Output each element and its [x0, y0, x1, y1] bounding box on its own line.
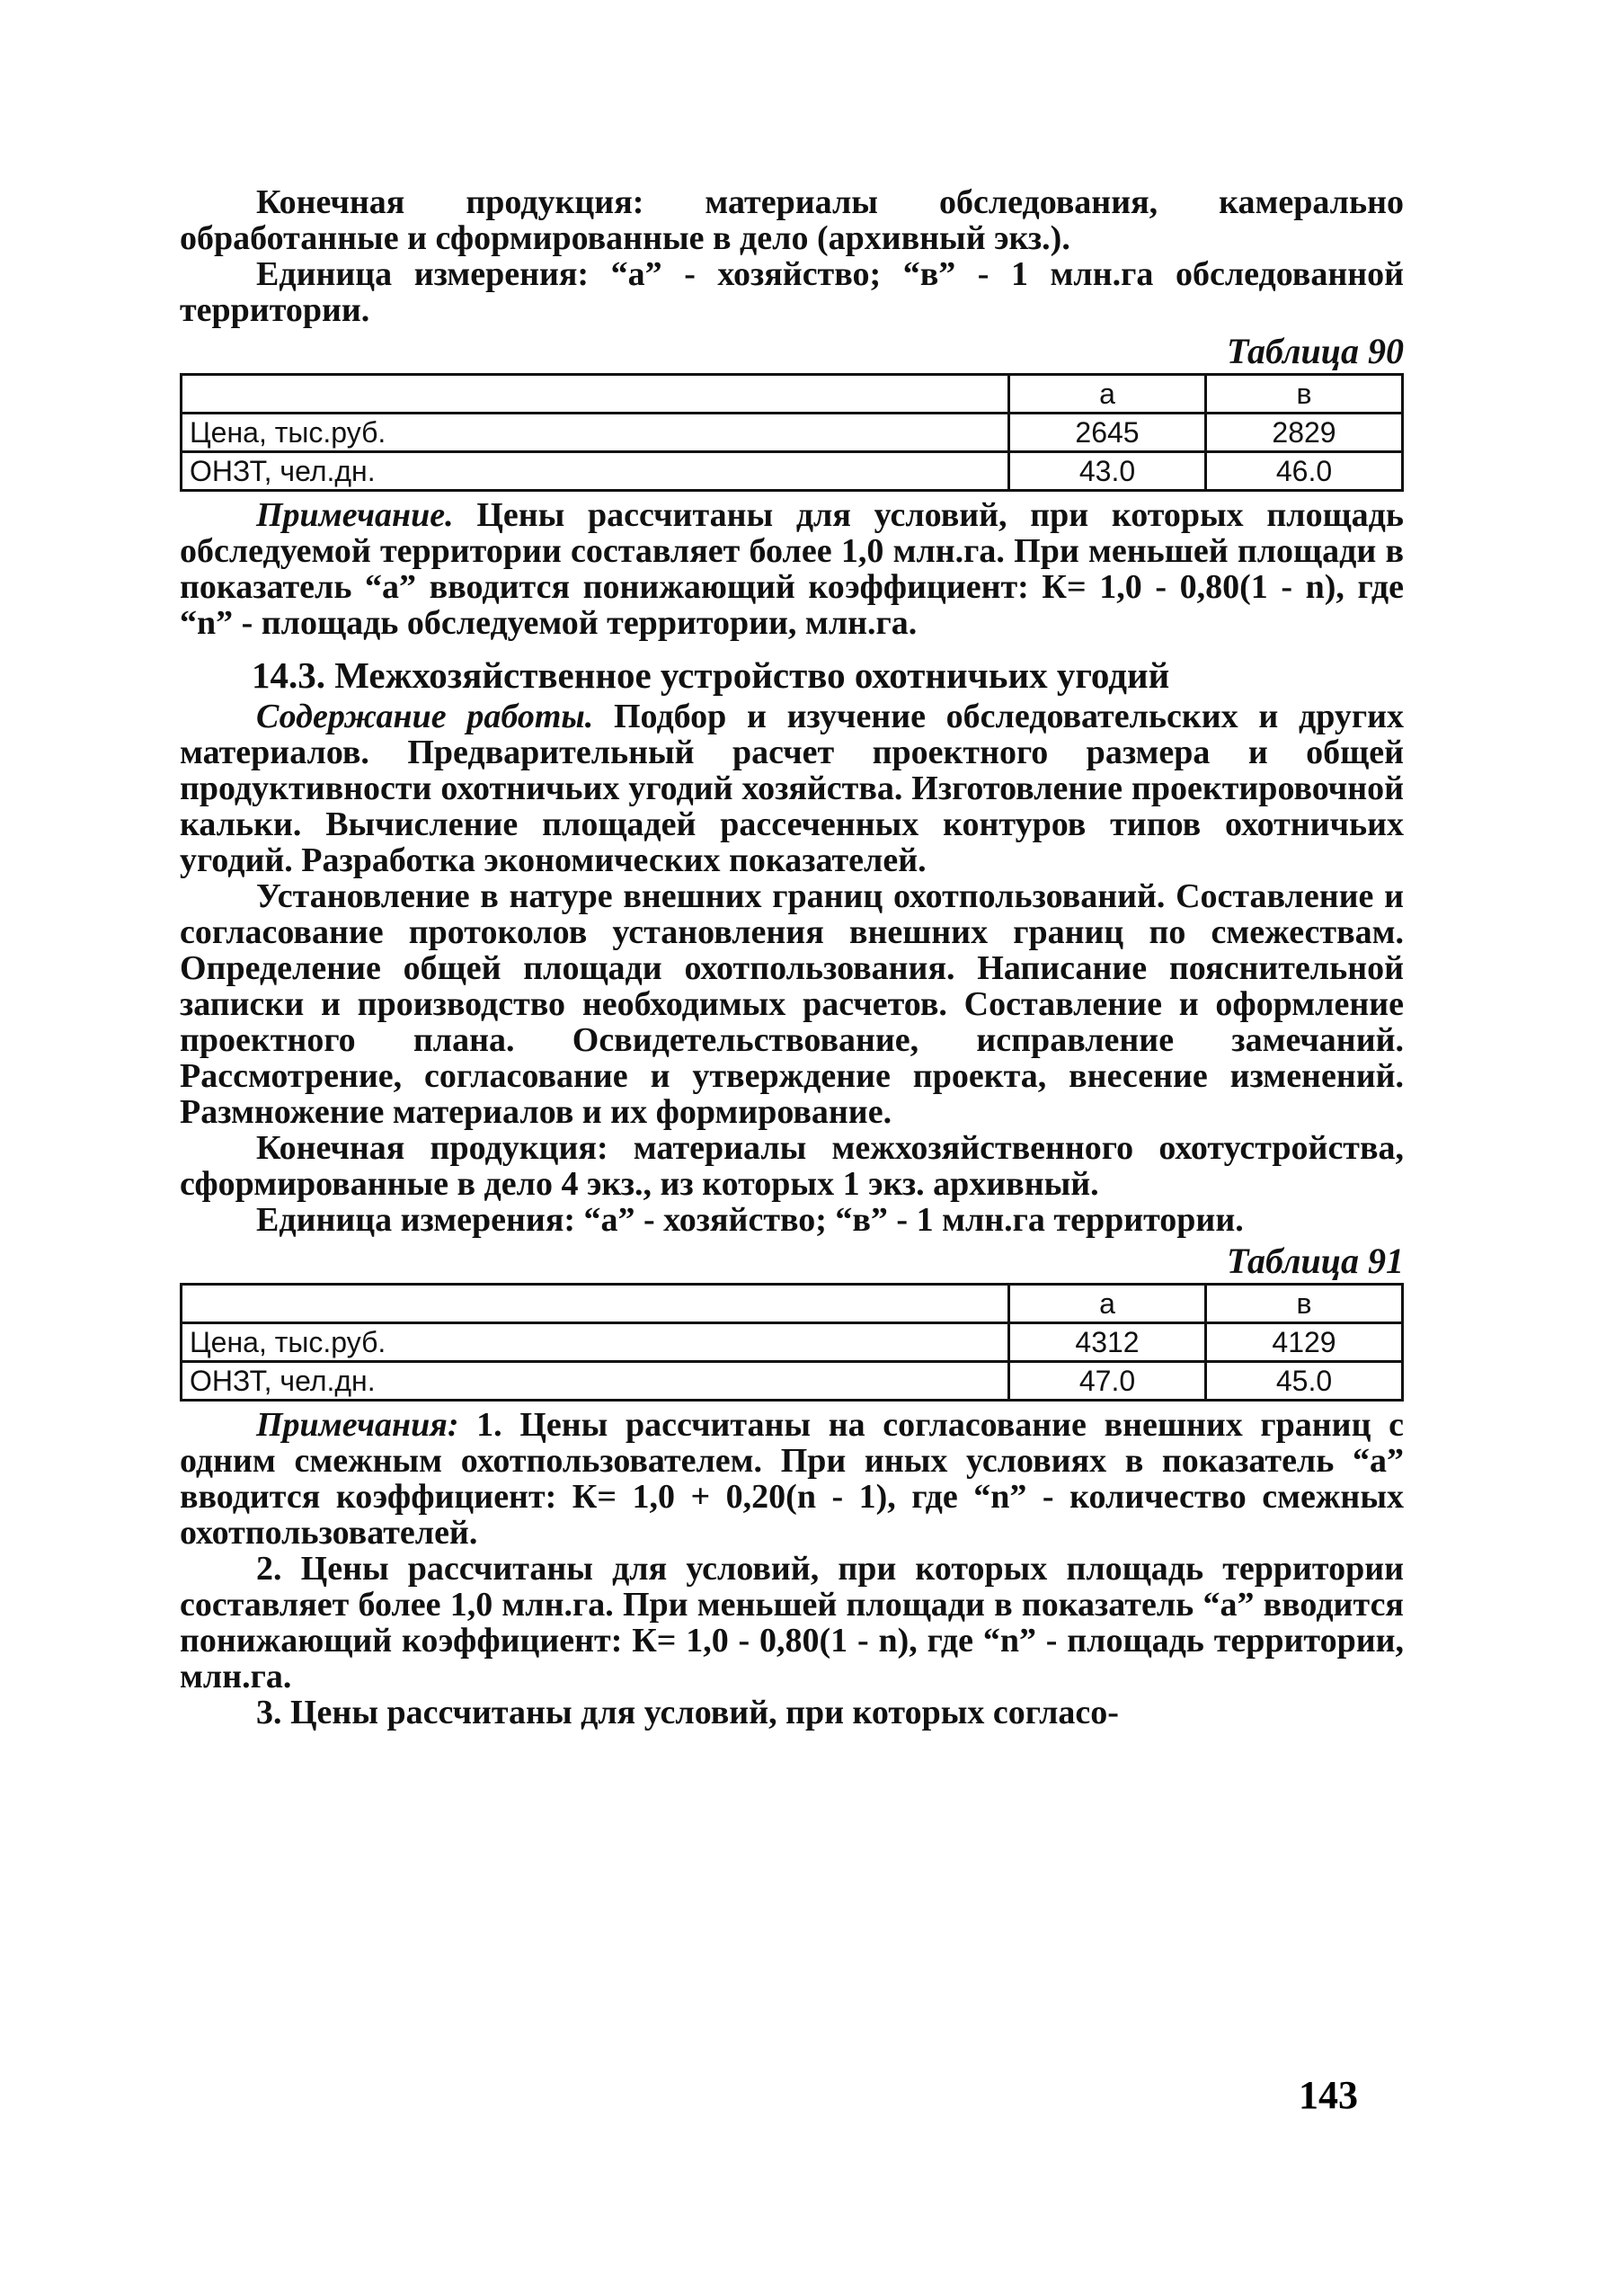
- table-row: [182, 414, 1403, 452]
- notes-91-head: Примечания:: [256, 1406, 459, 1444]
- cell-b: 45.0: [1206, 1362, 1403, 1401]
- page-body: [180, 184, 1404, 1731]
- content-head: Содержание работы.: [256, 698, 594, 735]
- table-91: [180, 1283, 1404, 1402]
- cell-a: 4312: [1009, 1323, 1206, 1362]
- row-label: ОНЗТ, чел.дн.: [182, 452, 1009, 491]
- column-header-b: в: [1206, 1285, 1403, 1323]
- product-paragraph: Конечная продукция: материалы межхозяйственного охотустройства, сформированные в дело 4 экз., из которых 1 экз. архивный.: [180, 1129, 1404, 1203]
- column-header-a: а: [1009, 1285, 1206, 1323]
- row-label: Цена, тыс.руб.: [182, 414, 1009, 452]
- cell-a: 47.0: [1009, 1362, 1206, 1401]
- notes-91-n1: 1. Цены рассчитаны на согласование внешних границ с одним смежным охотпользователем. При иных условиях в показатель “а” вводится коэффициент: К= 1,0 + 0,20(n - 1), где “n” - количество смежных охотпользователей.: [180, 1406, 1404, 1552]
- installation-paragraph: Установление в натуре внешних границ охотпользований. Составление и согласование протоколов установления внешних границ по смежествам. Определение общей площади охотпользования. Написание пояснительной записки и производство необходимых расчетов. Составление и оформление проектного плана. Освидетельствование, исправление замечаний. Рассмотрение, согласование и утверждение проекта, внесение изменений. Размножение материалов и их формирование.: [180, 877, 1404, 1131]
- table-row: [182, 452, 1403, 491]
- cell-b: 2829: [1206, 414, 1403, 452]
- table-90-caption: Таблица 90: [1227, 331, 1404, 371]
- row-label: Цена, тыс.руб.: [182, 1323, 1009, 1362]
- table-header-row: [182, 1285, 1403, 1323]
- content-paragraph: [180, 699, 1404, 878]
- content-text: Подбор и изучение обследовательских и других материалов. Предварительный расчет проектного размера и общей продуктивности охотничьих угодий хозяйства. Изготовление проектировочной кальки. Вычисление площадей рассеченных контуров типов охотничьих угодий. Разработка экономических показателей.: [180, 698, 1404, 879]
- column-header-b: в: [1206, 375, 1403, 414]
- note-90-text: Цены рассчитаны для условий, при которых площадь обследуемой территории составляет более 1,0 млн.га. При меньшей площади в показатель “а” вводится понижающий коэффициент: К= 1,0 - 0,80(1 - n), где “n” - площадь обследуемой территории, млн.га.: [180, 496, 1404, 642]
- cell-a: 2645: [1009, 414, 1206, 452]
- table-91-caption: Таблица 91: [1227, 1241, 1404, 1281]
- cell-b: 4129: [1206, 1323, 1403, 1362]
- note-90-head: Примечание.: [256, 496, 454, 534]
- cell-b: 46.0: [1206, 452, 1403, 491]
- column-header-a: а: [1009, 375, 1206, 414]
- table-row: [182, 1323, 1403, 1362]
- row-label: ОНЗТ, чел.дн.: [182, 1362, 1009, 1401]
- notes-91-2: 2. Цены рассчитаны для условий, при которых площадь территории составляет более 1,0 млн.га. При меньшей площади в показатель “а” вводится понижающий коэффициент: К= 1,0 - 0,80(1 - n), где “n” - площадь территории, млн.га.: [180, 1550, 1404, 1695]
- notes-91-3: 3. Цены рассчитаны для условий, при которых согласо-: [256, 1694, 1119, 1731]
- notes-91-1: [180, 1407, 1404, 1551]
- table-90: [180, 373, 1404, 492]
- note-90: [180, 497, 1404, 641]
- final-product-paragraph: Конечная продукция: материалы обследования, камерально обработанные и сформированные в дело (архивный экз.).: [180, 183, 1404, 257]
- unit-paragraph: Единица измерения: “а” - хозяйство; “в” - 1 млн.га обследованной территории.: [180, 255, 1404, 329]
- table-header-row: [182, 375, 1403, 414]
- unit-paragraph-2: Единица измерения: “а” - хозяйство; “в” - 1 млн.га территории.: [256, 1201, 1244, 1239]
- table-row: [182, 1362, 1403, 1401]
- section-title: 14.3. Межхозяйственное устройство охотничьих угодий: [252, 654, 1170, 696]
- page-number: 143: [1299, 2073, 1358, 2117]
- cell-a: 43.0: [1009, 452, 1206, 491]
